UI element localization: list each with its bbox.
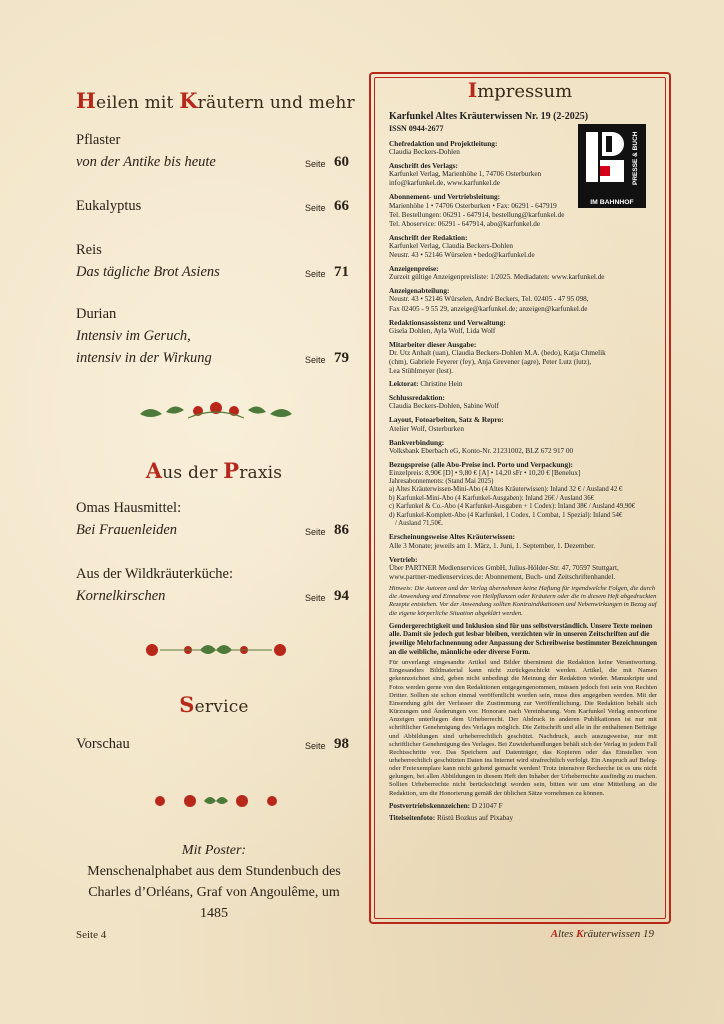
toc-entry-reis-sub[interactable]: Das tägliche Brot Asiens Seite 71: [76, 264, 349, 280]
legal-notice: Für unverlangt eingesandte Artikel und Bilder übernimmt die Redaktion keine Verantwortung. Eingesandtes Bildmaterial kann nicht zurückgeschickt werden. Artikel, die mit Namen gekennzeichnet sind, geben nicht unbedingt die Meinung der Redaktion wieder. Manuskripte und Fotos werden gerne von den Redaktionen entgegengenommen, müssen jedoch frei sein von Rechten Dritter. Sollten sie schon einmal veröffentlicht worden sein, muss dies angegeben werden. Mit der Einsendung gibt der Verfasser die Zustimmung zur Veröffentlichung. Die Redaktion behält sich Kürzungen und Änderungen vor. Honorare nach Vereinbarung. Vom Karfunkel Verlag entworfene Anzeigen unterliegen dem Urheberrecht. Der Abdruck in anderen Publikationen ist nur mit schriftlicher Genehmigung des Verlages möglich. Die Zeitschrift und alle in ihr enthaltenen Beiträge und Abbildungen sind urheberrechtlich geschützt. Nachdruck, auch auszugsweise, nur mit schriftlicher Genehmigung des Verlages. Bei Zuwiderhandlungen behält sich der Verlag in jedem Fall Rechtsschritte vor. Das Speichern auf Datenträger, das Kopieren oder das Einstellen von urheberrechtlich geschützten Daten ins Internet wird strafrechtlich verfolgt. Ein Anspruch auf Beleg- oder Freiexemplare kann nicht geltend gemacht werden! Trotz intensiver Recherche ist es uns nicht gelungen, bei allen Abbildungen in diesem Heft den Inhaber der Urheberrechte ausfindig zu machen. Sollten Urheberrechte nicht berücksichtigt worden sein, bitten wir um eine Mitteilung an die Redaktion, um die Honorierung gemäß der üblichen Sätze vornehmen zu können.: [389, 659, 658, 797]
impressum-title: Impressum: [467, 78, 573, 102]
toc-entry-vorschau[interactable]: Vorschau Seite 98: [76, 736, 349, 752]
floral-ornament: [136, 398, 296, 426]
toc-entry-pflaster-sub[interactable]: von der Antike bis heute Seite 60: [76, 154, 349, 170]
floral-ornament: [146, 788, 286, 814]
toc-entry-durian-sub1: Intensiv im Geruch,: [76, 328, 191, 344]
running-footer-right: Altes Kräuterwissen 19: [550, 928, 654, 940]
pb-logo-glyph: [584, 130, 626, 184]
disclaimer: Hinweis: Die Autoren und der Verlag übernehmen keine Haftung für irgendwelche Folgen, die durch die Anwendung und Einnahme von Heilpflanzen oder Kräutern oder die in diesem Heft abgedruckten Rezepte entstehen. Vor der Anwendung sollten Kontraindikationen und Nebenwirkungen in Bezug auf die eigene körperliche Situation abgeklärt werden.: [389, 584, 657, 617]
section-title-service: Service: [179, 692, 249, 717]
gender-note: Gendergerechtigkeit und Inklusion sind für uns selbstverständlich. Unsere Texte meinen alle. Damit sie jedoch gut lesbar bleiben, verzichten wir in unseren Zeitschriften auf die jeweilige Mehrfachnennung oder Anpassung der Schreibweise bestimmter Bezeichnungen an die weibliche, männliche oder diverse Form.: [389, 621, 658, 656]
toc-entry-eukalyptus[interactable]: Eukalyptus Seite 66: [76, 198, 349, 214]
toc-entry-durian[interactable]: Durian: [76, 306, 117, 322]
toc-entry-wildkraeuter-sub[interactable]: Kornelkirschen Seite 94: [76, 588, 349, 604]
toc-entry-omas-hausmittel[interactable]: Omas Hausmittel:: [76, 500, 182, 516]
toc-entry-pflaster[interactable]: Pflaster: [76, 132, 121, 148]
page-number-left: Seite 4: [76, 929, 107, 941]
toc-entry-omas-sub[interactable]: Bei Frauenleiden Seite 86: [76, 522, 349, 538]
section-title-heilen: Heilen mit Kräutern und mehr: [76, 88, 355, 113]
toc-entry-reis[interactable]: Reis: [76, 242, 102, 258]
section-title-praxis: Aus der Praxis: [145, 458, 283, 483]
poster-note: Mit Poster: Menschenalphabet aus dem Stundenbuch des Charles d’Orléans, Graf von Angoulême, um 1485: [87, 843, 341, 921]
impressum-text: Karfunkel Altes Kräuterwissen Nr. 19 (2-2025) ISSN 0944-2677 Chefredaktion und Projektleitung: Claudia Beckers-Dohlen Anschrift des Verlags: Karfunkel Verlag, Marienhöhe 1, 74706 Osterburken info@karfunkel.de, www.karfunkel.de Abonnement- und Vertriebsleitung: Marienhöhe 1 • 74706 Osterburken • Fax: 06291 - 647919 Tel. Bestellungen: 06291 - 647914, bestellung@karfunkel.de Tel. Aboservice: 06291 - 647914, abo@karfunkel.de Anschrift der Redaktion: Karfunkel Verlag, Claudia Beckers-Dohlen Neustr. 43 • 52146 Würselen • bedo@karfunkel.de Anzeigenpreise: Zurzeit gültige Anzeigenpreisliste: 1/2025. Mediadaten: www.karfunkel.de Anzeigenabteilung: Neustr. 43 • 52146 Würselen, André Beckers, Tel. 02405 - 47 95 098, Fax 02405 - 9 55 29, anzeige@karfunkel.de; anzeigen@karfunkel.de Redaktionsassistenz und Verwaltung: Gisela Dohlen, Ayla Wolf, Lida Wolf Mitarbeiter dieser Ausgabe: Dr. Utz Anhalt (uan), Claudia Beckers-Dohlen M.A. (bedo), Katja Chmelik (chm), Gabriele Feyerer (fey), Anja Grevener (agre), Peter Lutz (lutz), Lea Stühlmeyer (lest). Lektorat: Christine Hein Schlussredaktion: Claudia Beckers-Dohlen, Sabine Wolf Layout, Fotoarbeiten, Satz & Repro: Atelier Wolf, Osterburken Bankverbindung: Volksbank Eberbach eG, Konto-Nr. 21231002, BLZ 672 917 00 Bezugspreise (alle Abo-Preise incl. Porto und Verpackung): Einzelpreis: 8,90€ [D] • 9,80 € [A] • 14,20 sFr • 10,20 € [Benelux] Jahresabonnements: (Stand Mai 2025) a) Altes Kräuterwissen-Mini-Abo (4 Altes Kräuterwissen): Inland 32 € / Ausland 42 € b) Karfunkel-Mini-Abo (4 Karfunkel-Ausgaben): Inland 26€ / Ausland 36€ c) Karfunkel & Co.-Abo (4 Karfunkel-Ausgaben + 1 Codex): Inland 38€ / Ausland 49,90€ d) Karfunkel-Komplett-Abo (4 Karfunkel, 1 Codex, 1 Combat, 1 Spezial): Inland 54€ / Ausland 71,50€. Erscheinungsweise Altes Kräuterwissen: Alle 3 Monate; jeweils am 1. März, 1. Juni, 1. September, 1. Dezember. Vertrieb: Über PARTNER Medienservices GmbH, Julius-Hölder-Str. 47, 70597 Stuttgart, www.partner-medienservices.de: Abonnement, Buch- und Zeitschriftenhandel. Hinweis: Die Autoren und der Verlag übernehmen keine Haftung für irgendwelche Folgen, die durch die Anwendung und Einnahme von Heilpflanzen oder Kräutern oder die in diesem Heft abgedruckten Rezepte entstehen. Vor der Anwendung sollten Kontraindikationen und Nebenwirkungen in Bezug auf die eigene körperliche Situation abgeklärt werden. Gendergerechtigkeit und Inklusion sind für uns selbstverständlich. Unsere Texte meinen alle. Damit sie jedoch gut lesbar bleiben, verzichten wir in unseren Zeitschriften auf die jeweilige Mehrfachnennung oder Anpassung der Schreibweise bestimmter Bezeichnungen an die weibliche, männliche oder diverse Form. Für unverlangt eingesandte Artikel und Bilder übernimmt die Redaktion keine Verantwortung. Eingesandtes Bildmaterial kann nicht zurückgeschickt werden. Artikel, die mit Namen gekennzeichnet sind, geben nicht unbedingt die Meinung der Redaktion wieder. Manuskripte und Fotos werden gerne von den Redaktionen entgegengenommen, müssen jedoch frei sein von Rechten Dritter. Sollten sie schon einmal veröffentlicht worden sein, muss dies angegeben werden. Mit der Einsendung gibt der Verfasser die Zustimmung zur Veröffentlichung. Die Redaktion behält sich Kürzungen und Änderungen vor. Honorare nach Vereinbarung. Vom Karfunkel Verlag entworfene Anzeigen unterliegen dem Urheberrecht. Der Abdruck in anderen Publikationen ist nur mit schriftlicher Genehmigung des Verlages möglich. Die Zeitschrift und alle in ihr enthaltenen Beiträge und Abbildungen sind urheberrechtlich geschützt. Nachdruck, auch auszugsweise, nur mit schriftlicher Genehmigung des Verlages. Bei Zuwiderhandlungen behält sich der Verlag in jedem Fall Rechtsschritte vor. Das Speichern auf Datenträger, das Kopieren oder das Einstellen von urheberrechtlich geschützten Daten ins Internet wird strafrechtlich verfolgt. Ein Anspruch auf Beleg- oder Freiexemplare kann nicht geltend gemacht werden! Trotz intensiver Recherche ist es uns nicht gelungen, bei allen Abbildungen in diesem Heft den Inhaber der Urheberrechte ausfindig zu machen. Sollten Urheberrechte nicht berücksichtigt worden sein, bitten wir um eine Mitteilung an die Redaktion, um die Honorierung gemäß der üblichen Sätze vornehmen zu können. Postvertriebskennzeichen: D 21047 F Titelseitenfoto: Rüstü Bozkus auf Pixabay: [389, 111, 658, 822]
presse-buch-logo: PRESSE & BUCH IM BAHNHOF: [578, 124, 646, 208]
magazine-issue: Karfunkel Altes Kräuterwissen Nr. 19 (2-2025): [389, 111, 589, 122]
floral-ornament: [136, 636, 296, 664]
toc-entry-wildkraeuterkueche[interactable]: Aus der Wildkräuterküche:: [76, 566, 233, 582]
toc-entry-durian-sub2[interactable]: intensiv in der Wirkung Seite 79: [76, 350, 349, 366]
issn: ISSN 0944-2677: [389, 124, 444, 133]
